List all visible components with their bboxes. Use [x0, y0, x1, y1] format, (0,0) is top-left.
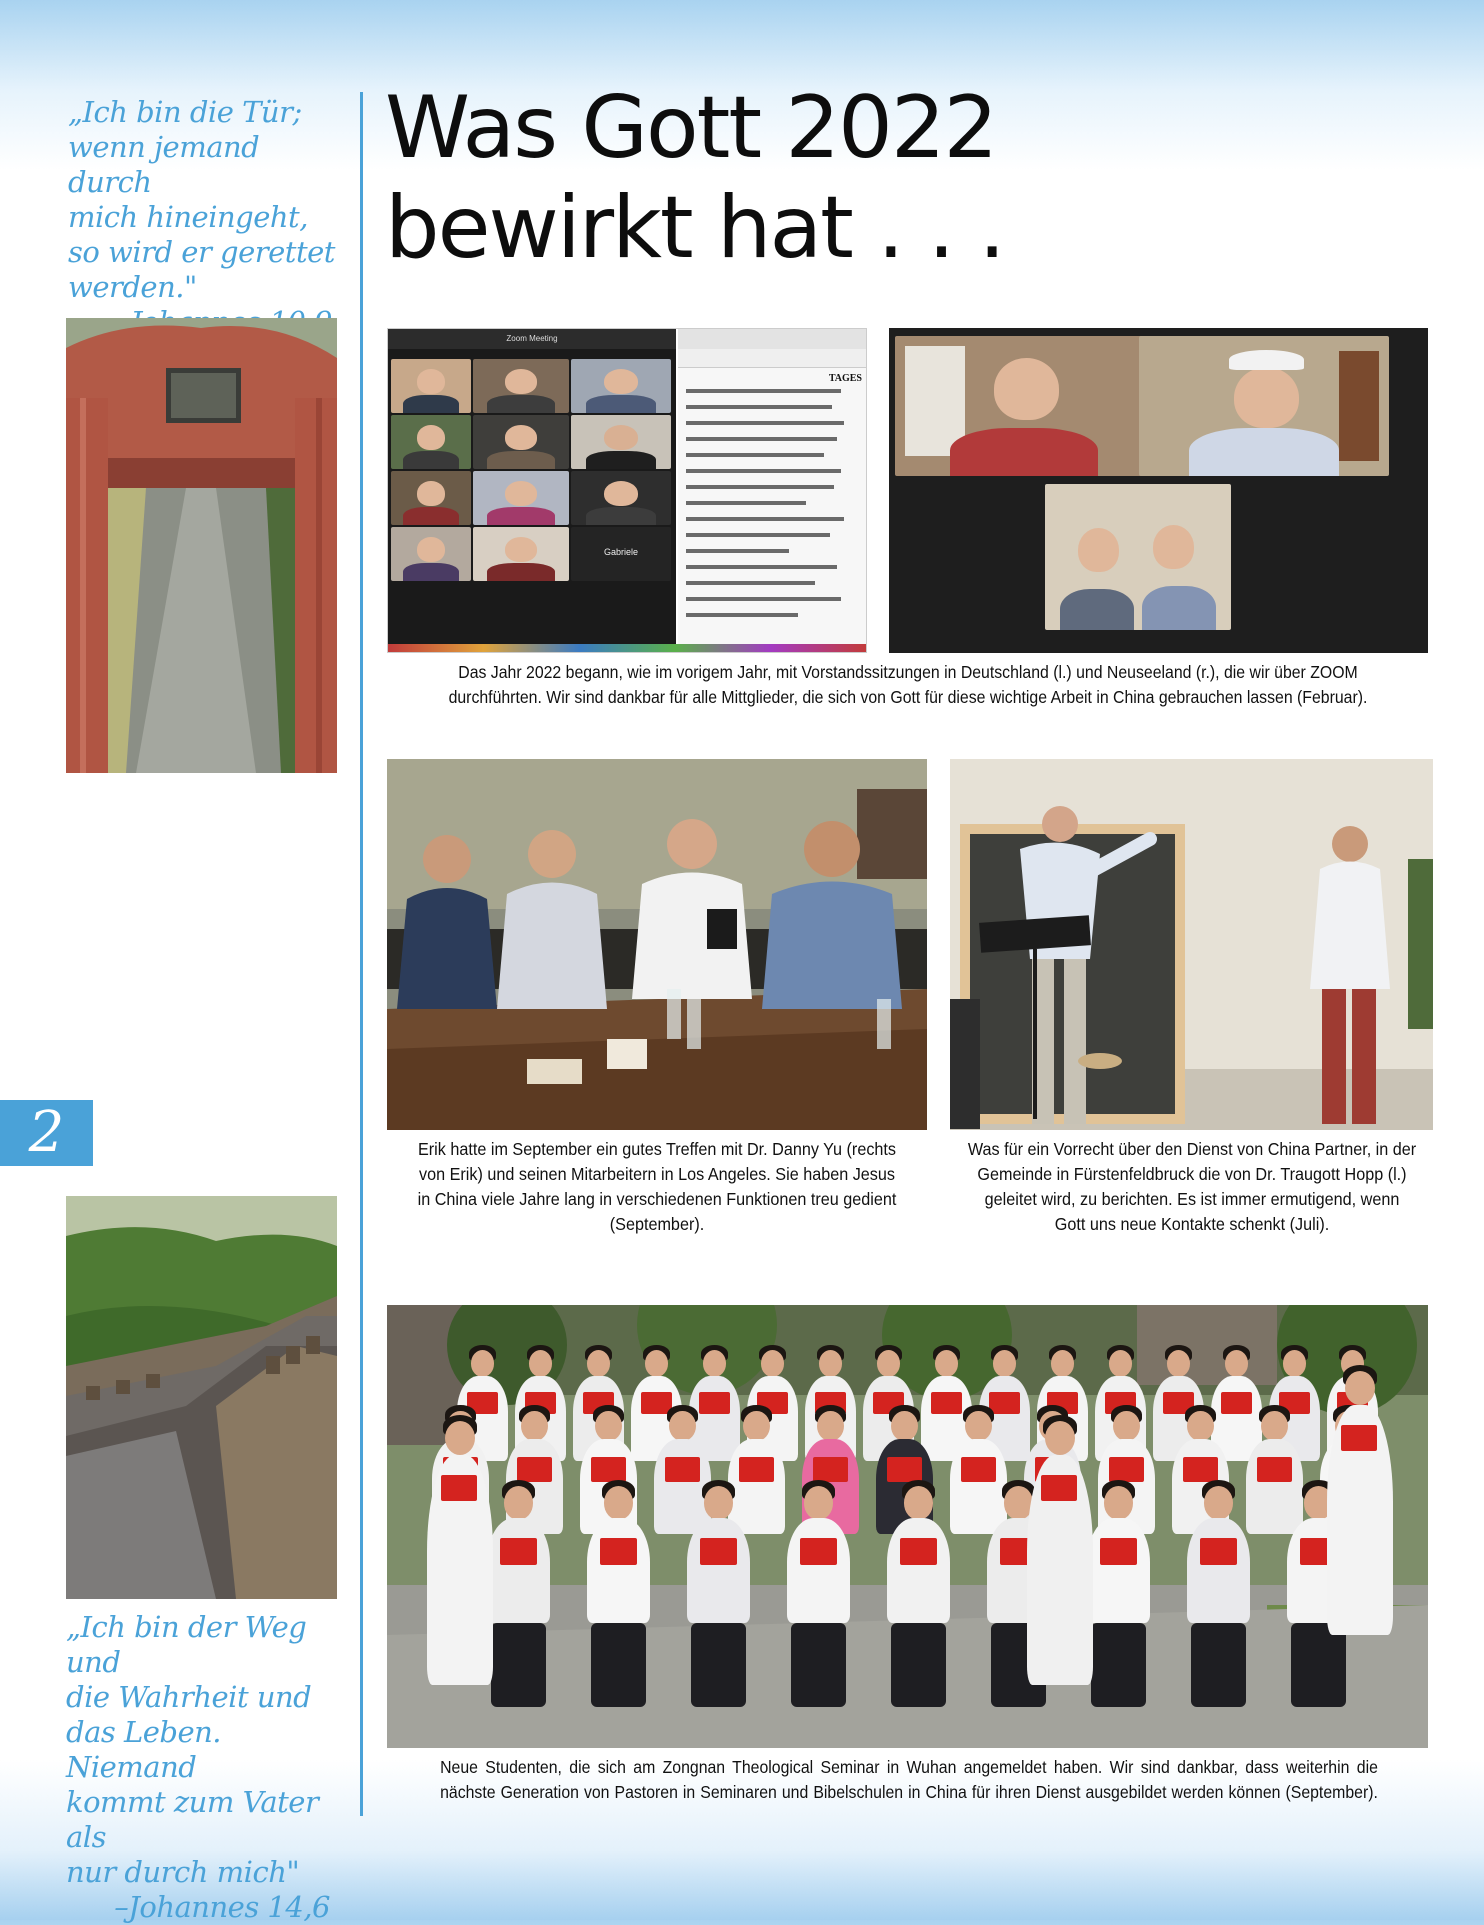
- zoom-germany-screenshot: [387, 328, 867, 653]
- verse-quote-top: [68, 95, 338, 340]
- participant-tile: [391, 359, 471, 413]
- participant-tile: [895, 336, 1143, 476]
- zoom-newzealand-screenshot: [889, 328, 1428, 653]
- agenda-document: [678, 329, 866, 644]
- verse-line: kommt zum Vater als: [66, 1785, 319, 1854]
- page-number: 2: [0, 1100, 93, 1166]
- participant-tile: [391, 527, 471, 581]
- caption-fuerstenfeldbruck: Was für ein Vorrecht über den Dienst von China Partner, in der Gemeinde in Fürstenfeldbruck die von Dr. Traugott Hopp (l.) geleitet wird, zu berichten. Es ist immer ermutigend, wenn Gott uns neue Kontakte schenkt (Juli).: [967, 1139, 1417, 1234]
- participant-tile: [1045, 484, 1231, 630]
- archway-photo: [66, 318, 337, 773]
- participant-tile: [571, 471, 671, 525]
- los-angeles-meeting-photo: [387, 759, 927, 1130]
- verse-line: die Wahrheit und: [66, 1680, 312, 1714]
- student-figure: [887, 1480, 950, 1748]
- verse-reference: –Johannes 14,6: [114, 1890, 330, 1924]
- student-figure: [1327, 1365, 1393, 1685]
- participant-tile-name-only: [571, 527, 671, 581]
- student-figure: [1187, 1480, 1250, 1748]
- participant-tile: [571, 359, 671, 413]
- verse-line: das Leben. Niemand: [66, 1715, 221, 1784]
- verse-quote-bottom: [66, 1610, 336, 1925]
- caption-seminary-students: Neue Studenten, die sich am Zongnan Theological Seminar in Wuhan angemeldet haben. Wir sind dankbar, dass weiterhin die nächste Generation von Pastoren in Seminaren und Bibelschulen in China für ihren Dienst ausgebildet werden können (September).: [440, 1757, 1378, 1802]
- verse-line: so wird er gerettet: [68, 235, 335, 269]
- agenda-heading: TAGES: [828, 373, 862, 384]
- verse-line: mich hineingeht,: [68, 200, 308, 234]
- verse-line: „Ich bin die Tür;: [68, 95, 302, 129]
- participant-tile: [391, 415, 471, 469]
- zoom-window-title: Zoom Meeting: [388, 329, 676, 349]
- participant-tile: [391, 471, 471, 525]
- student-figure: [587, 1480, 650, 1748]
- student-figure: [1027, 1415, 1093, 1735]
- participant-tile: [473, 415, 569, 469]
- verse-line: werden.": [68, 270, 197, 304]
- great-wall-photo: [66, 1196, 337, 1599]
- student-figure: [487, 1480, 550, 1748]
- student-figure: [427, 1415, 493, 1735]
- student-figure: [787, 1480, 850, 1748]
- caption-zoom-meetings: Das Jahr 2022 begann, wie im vorigem Jahr, mit Vorstandssitzungen in Deutschland (l.) und Neuseeland (r.), die wir über ZOOM durchführten. Wir sind dankbar für alle Mittglieder, die sich von Gott für diese wichtige Arbeit in China gebrauchen lassen (Februar).: [448, 662, 1368, 707]
- seminary-students-group-photo: [387, 1305, 1428, 1748]
- participant-tile: [1139, 336, 1389, 476]
- participant-tile: [571, 415, 671, 469]
- verse-line: „Ich bin der Weg und: [66, 1610, 307, 1679]
- participant-name: Gabriele: [603, 547, 639, 557]
- participant-tile: [473, 359, 569, 413]
- student-figure: [1087, 1480, 1150, 1748]
- student-figure: [687, 1480, 750, 1748]
- participant-tile: [473, 471, 569, 525]
- verse-line: wenn jemand durch: [68, 130, 260, 199]
- title-line: Was Gott 2022: [385, 78, 997, 178]
- fuerstenfeldbruck-presentation-photo: [950, 759, 1433, 1130]
- page-title: [385, 78, 1004, 278]
- zoom-gallery: [388, 349, 676, 644]
- verse-line: nur durch mich": [66, 1855, 300, 1889]
- title-line: bewirkt hat . . .: [385, 178, 1004, 278]
- caption-los-angeles-meeting: Erik hatte im September ein gutes Treffen mit Dr. Danny Yu (rechts von Erik) und seinen Mitarbeitern in Los Angeles. Sie haben Jesus in China viele Jahre lang in verschiedenen Funktionen treu gedient (September).: [417, 1139, 897, 1234]
- column-divider: [360, 92, 363, 1816]
- participant-tile: [473, 527, 569, 581]
